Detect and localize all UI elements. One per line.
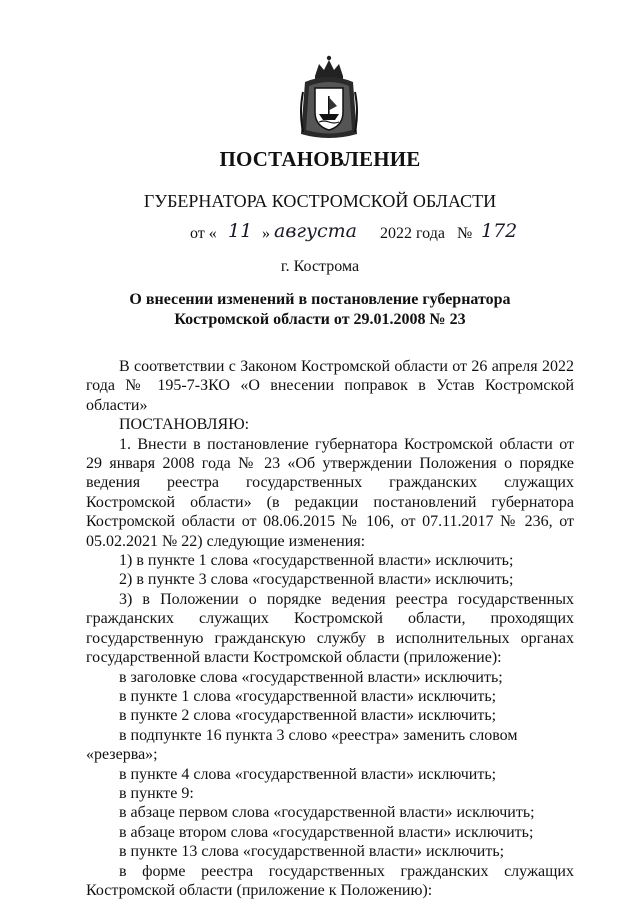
decree-keyword: ПОСТАНОВЛЯЮ: — [119, 416, 250, 434]
preamble-paragraph: В соответствии с Законом Костромской области от 26 апреля 2022 года № 195-7-ЗКО «О внесении поправок в Устав Костромской области» — [86, 358, 574, 414]
amendment-item: в подпункте 16 пункта 3 слово «реестра» заменить словом «резерва»; — [86, 726, 518, 764]
date-prefix: от « — [190, 225, 217, 242]
document-body — [86, 357, 574, 900]
city: г. Кострома — [280, 258, 360, 275]
document-title: ПОСТАНОВЛЕНИЕ — [219, 147, 421, 171]
date-quote-close: » — [262, 225, 270, 242]
date-day-handwritten: 11 — [228, 220, 253, 242]
kostroma-coat-of-arms-icon — [293, 52, 365, 142]
heading-line-1: О внесении изменений в постановление губернатора — [129, 291, 511, 308]
amendment-item: в форме реестра государственных гражданских служащих Костромской области (приложение к Положению): — [86, 862, 574, 899]
amendment-item: в пункте 9: — [119, 784, 194, 802]
amendment-item: в пункте 2 слова «государственной власти» исключить; — [119, 707, 497, 725]
number-sign: № — [457, 225, 473, 242]
amendment-item: в пункте 1 слова «государственной власти» исключить; — [119, 687, 497, 705]
amendment-item: в абзаце первом слова «государственной власти» исключить; — [119, 804, 535, 822]
amendment-item: в пункте 4 слова «государственной власти» исключить; — [119, 765, 497, 783]
amendment-item: в пункте 13 слова «государственной власти» исключить; — [119, 843, 505, 861]
subclause-3: 3) в Положении о порядке ведения реестра государственных гражданских служащих Костромской области, проходящих государственную гражданскую службу в исполнительных органах государственной власти Костромской области (приложение): — [86, 590, 574, 667]
document-heading — [0, 290, 640, 330]
issuer-title: ГУБЕРНАТОРА КОСТРОМСКОЙ ОБЛАСТИ — [143, 191, 497, 211]
subclause-2: 2) в пункте 3 слова «государственной власти» исключить; — [119, 571, 514, 589]
clause-1: 1. Внести в постановление губернатора Костромской области от 29 января 2008 года № 23 «Об утверждении Положения о порядке ведения реестра государственных гражданских служащих Костромской области» (в редакции постановлений губернатора Костромской области от 08.06.2015 № 106, от 07.11.2017 № 236, от 05.02.2021 № 22) следующие изменения: — [86, 435, 574, 550]
subclause-1: 1) в пункте 1 слова «государственной власти» исключить; — [119, 552, 514, 570]
amendment-item: в абзаце втором слова «государственной власти» исключить; — [119, 823, 534, 841]
date-line — [190, 220, 550, 246]
date-month-handwritten: августа — [274, 220, 357, 242]
amendment-item: в заголовке слова «государственной власти» исключить; — [119, 668, 503, 686]
date-year: 2022 года — [380, 225, 445, 242]
document-number-handwritten: 172 — [481, 220, 518, 242]
heading-line-2: Костромской области от 29.01.2008 № 23 — [174, 311, 466, 328]
